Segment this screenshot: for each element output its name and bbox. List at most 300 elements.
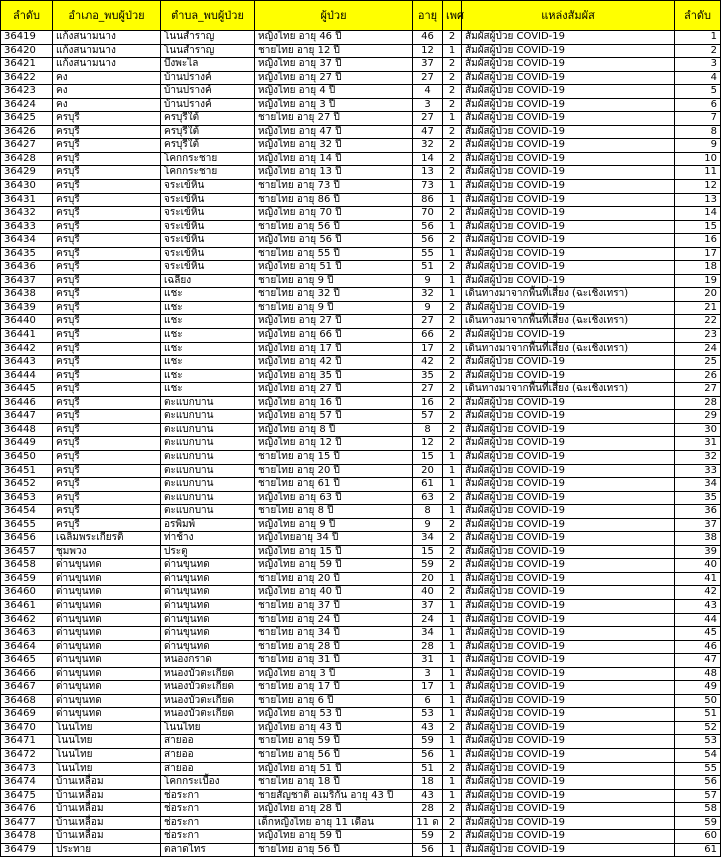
cell-district: ชุมพวง — [53, 545, 161, 559]
cell-subdistrict: หนองบัวตะเกียด — [161, 667, 255, 681]
cell-subdistrict: ตะแบกบาน — [161, 396, 255, 410]
cell-district: ครบุรี — [53, 518, 161, 532]
cell-case-id: 36464 — [1, 640, 53, 654]
table-row — [1, 139, 721, 153]
cell-subdistrict: บ้านปรางค์ — [161, 98, 255, 112]
cell-district: แก้งสนามนาง — [53, 58, 161, 72]
cell-sex: 1 — [443, 193, 462, 207]
cell-case-id: 36468 — [1, 694, 53, 708]
cell-sequence: 36 — [675, 505, 721, 519]
cell-age: 28 — [413, 803, 443, 817]
cell-sex: 1 — [443, 694, 462, 708]
cell-subdistrict: ด่านขุนทด — [161, 559, 255, 573]
cell-patient: ชายไทย อายุ 32 ปี — [255, 288, 413, 302]
cell-sex: 2 — [443, 830, 462, 844]
cell-patient: ชายไทย อายุ 59 ปี — [255, 735, 413, 749]
cell-case-id: 36462 — [1, 613, 53, 627]
cell-age: 66 — [413, 329, 443, 343]
cell-subdistrict: ตะแบกบาน — [161, 450, 255, 464]
cell-patient: ชายไทย อายุ 18 ปี — [255, 776, 413, 790]
cell-sex: 1 — [443, 640, 462, 654]
cell-exposure-source: สัมผัสผู้ป่วย COVID-19 — [462, 193, 675, 207]
cell-case-id: 36452 — [1, 478, 53, 492]
cell-sex: 2 — [443, 721, 462, 735]
cell-sequence: 48 — [675, 667, 721, 681]
cell-case-id: 36434 — [1, 234, 53, 248]
cell-sequence: 56 — [675, 776, 721, 790]
cell-exposure-source: สัมผัสผู้ป่วย COVID-19 — [462, 776, 675, 790]
cell-patient: ชายไทย อายุ 55 ปี — [255, 247, 413, 261]
cell-case-id: 36439 — [1, 301, 53, 315]
cell-patient: ชายไทย อายุ 61 ปี — [255, 478, 413, 492]
cell-age: 4 — [413, 85, 443, 99]
cell-sex: 2 — [443, 58, 462, 72]
table-row — [1, 329, 721, 343]
cell-patient: ชายไทย อายุ 56 ปี — [255, 843, 413, 857]
cell-case-id: 36443 — [1, 356, 53, 370]
cell-patient: ชายไทย อายุ 73 ปี — [255, 180, 413, 194]
cell-age: 34 — [413, 627, 443, 641]
cell-patient: หญิงไทย อายุ 12 ปี — [255, 437, 413, 451]
cell-sex: 2 — [443, 383, 462, 397]
cell-age: 13 — [413, 166, 443, 180]
cell-patient: หญิงไทย อายุ 15 ปี — [255, 545, 413, 559]
table-row — [1, 288, 721, 302]
cell-exposure-source: สัมผัสผู้ป่วย COVID-19 — [462, 830, 675, 844]
cell-case-id: 36477 — [1, 816, 53, 830]
cell-sequence: 15 — [675, 220, 721, 234]
cell-case-id: 36461 — [1, 599, 53, 613]
cell-subdistrict: โนนไทย — [161, 721, 255, 735]
table-row — [1, 735, 721, 749]
cell-age: 8 — [413, 505, 443, 519]
cell-exposure-source: สัมผัสผู้ป่วย COVID-19 — [462, 220, 675, 234]
cell-case-id: 36446 — [1, 396, 53, 410]
cell-patient: หญิงไทย อายุ 27 ปี — [255, 383, 413, 397]
table-row — [1, 545, 721, 559]
cell-district: ด่านขุนทด — [53, 708, 161, 722]
table-row — [1, 843, 721, 857]
cell-sex: 1 — [443, 735, 462, 749]
cell-age: 27 — [413, 315, 443, 329]
cell-exposure-source: สัมผัสผู้ป่วย COVID-19 — [462, 789, 675, 803]
cell-sequence: 39 — [675, 545, 721, 559]
cell-sex: 1 — [443, 464, 462, 478]
cell-subdistrict: สายออ — [161, 762, 255, 776]
cell-patient: หญิงไทย อายุ 46 ปี — [255, 31, 413, 45]
cell-case-id: 36450 — [1, 450, 53, 464]
cell-district: ครบุรี — [53, 423, 161, 437]
table-row — [1, 464, 721, 478]
table-row — [1, 342, 721, 356]
cell-patient: ชายไทย อายุ 12 ปี — [255, 44, 413, 58]
table-row — [1, 220, 721, 234]
cell-exposure-source: สัมผัสผู้ป่วย COVID-19 — [462, 396, 675, 410]
cell-patient: เด็กหญิงไทย อายุ 11 เดือน — [255, 816, 413, 830]
cell-exposure-source: สัมผัสผู้ป่วย COVID-19 — [462, 125, 675, 139]
cell-district: ครบุรี — [53, 356, 161, 370]
cell-sequence: 53 — [675, 735, 721, 749]
cell-case-id: 36432 — [1, 207, 53, 221]
cell-sex: 1 — [443, 627, 462, 641]
cell-district: ครบุรี — [53, 166, 161, 180]
cell-age: 40 — [413, 586, 443, 600]
table-row — [1, 518, 721, 532]
cell-patient: ชายไทย อายุ 15 ปี — [255, 450, 413, 464]
cell-age: 15 — [413, 450, 443, 464]
cell-exposure-source: สัมผัสผู้ป่วย COVID-19 — [462, 58, 675, 72]
cell-subdistrict: หนองบัวตะเกียด — [161, 681, 255, 695]
cell-case-id: 36478 — [1, 830, 53, 844]
cell-patient: ชายไทย อายุ 17 ปี — [255, 681, 413, 695]
cell-district: โนนไทย — [53, 762, 161, 776]
cell-case-id: 36466 — [1, 667, 53, 681]
cell-exposure-source: สัมผัสผู้ป่วย COVID-19 — [462, 247, 675, 261]
cell-patient: ชายไทย อายุ 20 ปี — [255, 464, 413, 478]
cell-age: 17 — [413, 681, 443, 695]
table-row — [1, 437, 721, 451]
cell-sex: 2 — [443, 139, 462, 153]
cell-sequence: 34 — [675, 478, 721, 492]
table-row — [1, 721, 721, 735]
cell-sequence: 57 — [675, 789, 721, 803]
cell-district: ครบุรี — [53, 369, 161, 383]
cell-sex: 1 — [443, 247, 462, 261]
cell-age: 3 — [413, 98, 443, 112]
cell-district: ด่านขุนทด — [53, 627, 161, 641]
cell-district: ด่านขุนทด — [53, 599, 161, 613]
cell-age: 15 — [413, 545, 443, 559]
cell-patient: หญิงไทย อายุ 17 ปี — [255, 342, 413, 356]
cell-case-id: 36463 — [1, 627, 53, 641]
cell-exposure-source: สัมผัสผู้ป่วย COVID-19 — [462, 762, 675, 776]
cell-sequence: 9 — [675, 139, 721, 153]
cell-district: ครบุรี — [53, 274, 161, 288]
cell-district: ครบุรี — [53, 288, 161, 302]
cell-exposure-source: สัมผัสผู้ป่วย COVID-19 — [462, 423, 675, 437]
cell-case-id: 36479 — [1, 843, 53, 857]
cell-case-id: 36435 — [1, 247, 53, 261]
table-row — [1, 803, 721, 817]
cell-case-id: 36472 — [1, 748, 53, 762]
cell-age: 42 — [413, 356, 443, 370]
cell-case-id: 36471 — [1, 735, 53, 749]
cell-exposure-source: เดินทางมาจากพื้นที่เสี่ยง (ฉะเชิงเทรา) — [462, 342, 675, 356]
cell-patient: หญิงไทย อายุ 42 ปี — [255, 356, 413, 370]
header-case-id: ลำดับ — [1, 1, 53, 31]
cell-district: ด่านขุนทด — [53, 667, 161, 681]
cell-exposure-source: สัมผัสผู้ป่วย COVID-19 — [462, 572, 675, 586]
table-row — [1, 776, 721, 790]
cell-sequence: 10 — [675, 152, 721, 166]
cell-case-id: 36438 — [1, 288, 53, 302]
cell-sequence: 42 — [675, 586, 721, 600]
cell-age: 20 — [413, 464, 443, 478]
cell-sex: 1 — [443, 478, 462, 492]
cell-patient: หญิงไทย อายุ 3 ปี — [255, 667, 413, 681]
cell-subdistrict: ช่อระกา — [161, 830, 255, 844]
cell-case-id: 36420 — [1, 44, 53, 58]
cell-age: 59 — [413, 830, 443, 844]
cell-case-id: 36423 — [1, 85, 53, 99]
cell-case-id: 36436 — [1, 261, 53, 275]
cell-district: ครบุรี — [53, 329, 161, 343]
cell-sex: 1 — [443, 599, 462, 613]
cell-sex: 1 — [443, 843, 462, 857]
cell-sequence: 49 — [675, 681, 721, 695]
cell-age: 18 — [413, 776, 443, 790]
cell-exposure-source: สัมผัสผู้ป่วย COVID-19 — [462, 356, 675, 370]
table-row — [1, 491, 721, 505]
cell-sequence: 29 — [675, 410, 721, 424]
cell-patient: ชายไทย อายุ 24 ปี — [255, 613, 413, 627]
table-row — [1, 180, 721, 194]
cell-sex: 2 — [443, 586, 462, 600]
cell-case-id: 36445 — [1, 383, 53, 397]
cell-sex: 2 — [443, 98, 462, 112]
table-row — [1, 640, 721, 654]
cell-age: 24 — [413, 613, 443, 627]
cell-case-id: 36433 — [1, 220, 53, 234]
cell-exposure-source: สัมผัสผู้ป่วย COVID-19 — [462, 599, 675, 613]
cell-case-id: 36441 — [1, 329, 53, 343]
table-row — [1, 450, 721, 464]
cell-sequence: 59 — [675, 816, 721, 830]
table-row — [1, 423, 721, 437]
cell-age: 32 — [413, 139, 443, 153]
header-age: อายุ — [413, 1, 443, 31]
cell-subdistrict: ท่าช้าง — [161, 532, 255, 546]
cell-patient: ชายไทย อายุ 20 ปี — [255, 572, 413, 586]
cell-sex: 2 — [443, 85, 462, 99]
cell-subdistrict: สายออ — [161, 748, 255, 762]
table-row — [1, 274, 721, 288]
cell-age: 37 — [413, 58, 443, 72]
cell-patient: หญิงไทย อายุ 70 ปี — [255, 207, 413, 221]
cell-sex: 2 — [443, 261, 462, 275]
cell-patient: หญิงไทย อายุ 51 ปี — [255, 762, 413, 776]
cell-subdistrict: ตะแบกบาน — [161, 464, 255, 478]
cell-exposure-source: สัมผัสผู้ป่วย COVID-19 — [462, 301, 675, 315]
cell-age: 28 — [413, 640, 443, 654]
cell-age: 47 — [413, 125, 443, 139]
cell-sex: 1 — [443, 708, 462, 722]
cell-patient: ชายไทย อายุ 9 ปี — [255, 274, 413, 288]
cell-exposure-source: สัมผัสผู้ป่วย COVID-19 — [462, 586, 675, 600]
cell-patient: ชายไทย อายุ 6 ปี — [255, 694, 413, 708]
header-row — [1, 1, 721, 31]
cell-case-id: 36467 — [1, 681, 53, 695]
cell-age: 32 — [413, 288, 443, 302]
cell-district: คง — [53, 98, 161, 112]
cell-sequence: 60 — [675, 830, 721, 844]
table-row — [1, 356, 721, 370]
cell-exposure-source: สัมผัสผู้ป่วย COVID-19 — [462, 274, 675, 288]
cell-sequence: 24 — [675, 342, 721, 356]
cell-case-id: 36424 — [1, 98, 53, 112]
cell-sequence: 41 — [675, 572, 721, 586]
cell-sex: 2 — [443, 152, 462, 166]
cell-age: 27 — [413, 383, 443, 397]
cell-age: 61 — [413, 478, 443, 492]
cell-sequence: 31 — [675, 437, 721, 451]
cell-sequence: 3 — [675, 58, 721, 72]
table-row — [1, 383, 721, 397]
table-row — [1, 166, 721, 180]
cell-sequence: 23 — [675, 329, 721, 343]
cell-sequence: 45 — [675, 627, 721, 641]
cell-district: ประทาย — [53, 843, 161, 857]
cell-case-id: 36453 — [1, 491, 53, 505]
cell-sequence: 43 — [675, 599, 721, 613]
cell-subdistrict: แชะ — [161, 301, 255, 315]
cell-sequence: 30 — [675, 423, 721, 437]
cell-sequence: 25 — [675, 356, 721, 370]
cell-case-id: 36460 — [1, 586, 53, 600]
cell-sequence: 21 — [675, 301, 721, 315]
cell-sequence: 18 — [675, 261, 721, 275]
cell-sex: 2 — [443, 207, 462, 221]
cell-sex: 2 — [443, 356, 462, 370]
cell-subdistrict: อรพิมพ์ — [161, 518, 255, 532]
cell-patient: ชายไทย อายุ 56 ปี — [255, 748, 413, 762]
cell-age: 63 — [413, 491, 443, 505]
cell-sex: 1 — [443, 505, 462, 519]
cell-sex: 2 — [443, 329, 462, 343]
cell-subdistrict: บ้านปรางค์ — [161, 85, 255, 99]
cell-patient: หญิงไทย อายุ 63 ปี — [255, 491, 413, 505]
cell-patient: หญิงไทยอายุ 34 ปี — [255, 532, 413, 546]
cell-age: 20 — [413, 572, 443, 586]
cell-age: 8 — [413, 423, 443, 437]
cell-case-id: 36429 — [1, 166, 53, 180]
cell-sequence: 20 — [675, 288, 721, 302]
cell-case-id: 36448 — [1, 423, 53, 437]
cell-patient: หญิงไทย อายุ 13 ปี — [255, 166, 413, 180]
table-row — [1, 572, 721, 586]
table-row — [1, 261, 721, 275]
cell-exposure-source: สัมผัสผู้ป่วย COVID-19 — [462, 31, 675, 45]
cell-exposure-source: เดินทางมาจากพื้นที่เสี่ยง (ฉะเชิงเทรา) — [462, 315, 675, 329]
cell-district: แก้งสนามนาง — [53, 31, 161, 45]
cell-district: ครบุรี — [53, 450, 161, 464]
cell-sex: 1 — [443, 776, 462, 790]
cell-case-id: 36454 — [1, 505, 53, 519]
cell-district: ด่านขุนทด — [53, 586, 161, 600]
cell-district: ครบุรี — [53, 247, 161, 261]
cell-age: 51 — [413, 261, 443, 275]
cell-sequence: 40 — [675, 559, 721, 573]
table-row — [1, 125, 721, 139]
cell-subdistrict: ด่านขุนทด — [161, 613, 255, 627]
cell-sex: 2 — [443, 234, 462, 248]
cell-exposure-source: สัมผัสผู้ป่วย COVID-19 — [462, 478, 675, 492]
cell-sequence: 6 — [675, 98, 721, 112]
cell-district: ครบุรี — [53, 478, 161, 492]
cell-sex: 2 — [443, 559, 462, 573]
cell-district: โนนไทย — [53, 748, 161, 762]
cell-patient: ชายไทย อายุ 31 ปี — [255, 654, 413, 668]
cell-district: ครบุรี — [53, 383, 161, 397]
cell-subdistrict: ด่านขุนทด — [161, 599, 255, 613]
cell-age: 27 — [413, 71, 443, 85]
cell-age: 46 — [413, 31, 443, 45]
cell-patient: หญิงไทย อายุ 59 ปี — [255, 559, 413, 573]
cell-case-id: 36476 — [1, 803, 53, 817]
cell-district: ครบุรี — [53, 139, 161, 153]
cell-sequence: 50 — [675, 694, 721, 708]
cell-district: บ้านเหลื่อม — [53, 830, 161, 844]
cell-district: ครบุรี — [53, 315, 161, 329]
table-row — [1, 748, 721, 762]
cell-patient: หญิงไทย อายุ 4 ปี — [255, 85, 413, 99]
table-row — [1, 193, 721, 207]
cell-sequence: 61 — [675, 843, 721, 857]
cell-subdistrict: แชะ — [161, 356, 255, 370]
cell-sequence: 19 — [675, 274, 721, 288]
cell-subdistrict: ตะแบกบาน — [161, 423, 255, 437]
table-row — [1, 152, 721, 166]
cell-sex: 2 — [443, 71, 462, 85]
cell-patient: ชายไทย อายุ 9 ปี — [255, 301, 413, 315]
cell-exposure-source: สัมผัสผู้ป่วย COVID-19 — [462, 518, 675, 532]
cell-exposure-source: สัมผัสผู้ป่วย COVID-19 — [462, 207, 675, 221]
table-row — [1, 112, 721, 126]
cell-subdistrict: ตะแบกบาน — [161, 505, 255, 519]
cell-district: บ้านเหลื่อม — [53, 816, 161, 830]
cell-sex: 1 — [443, 274, 462, 288]
cell-subdistrict: โคกกระชาย — [161, 152, 255, 166]
cell-sequence: 44 — [675, 613, 721, 627]
table-row — [1, 315, 721, 329]
cell-exposure-source: สัมผัสผู้ป่วย COVID-19 — [462, 437, 675, 451]
header-sex: เพศ — [443, 1, 462, 31]
cell-sex: 1 — [443, 288, 462, 302]
cell-subdistrict: จระเข้หิน — [161, 234, 255, 248]
cell-age: 9 — [413, 274, 443, 288]
cell-sequence: 35 — [675, 491, 721, 505]
cell-sequence: 17 — [675, 247, 721, 261]
cell-case-id: 36473 — [1, 762, 53, 776]
header-subdistrict: ตำบล_พบผู้ป่วย — [161, 1, 255, 31]
cell-patient: หญิงไทย อายุ 43 ปี — [255, 721, 413, 735]
cell-district: โนนไทย — [53, 721, 161, 735]
cell-sequence: 22 — [675, 315, 721, 329]
cell-sequence: 14 — [675, 207, 721, 221]
cell-case-id: 36437 — [1, 274, 53, 288]
cell-patient: หญิงไทย อายุ 51 ปี — [255, 261, 413, 275]
cell-sequence: 8 — [675, 125, 721, 139]
cell-subdistrict: แชะ — [161, 288, 255, 302]
cell-district: ด่านขุนทด — [53, 640, 161, 654]
cell-sex: 1 — [443, 112, 462, 126]
table-body — [1, 31, 721, 857]
table-row — [1, 478, 721, 492]
cell-case-id: 36419 — [1, 31, 53, 45]
cell-subdistrict: ครบุรีใต้ — [161, 125, 255, 139]
cell-sex: 2 — [443, 31, 462, 45]
cell-subdistrict: บ้านปรางค์ — [161, 71, 255, 85]
cell-exposure-source: สัมผัสผู้ป่วย COVID-19 — [462, 532, 675, 546]
cell-sex: 1 — [443, 748, 462, 762]
cell-patient: หญิงไทย อายุ 3 ปี — [255, 98, 413, 112]
cell-case-id: 36427 — [1, 139, 53, 153]
cell-sex: 1 — [443, 220, 462, 234]
cell-patient: หญิงไทย อายุ 57 ปี — [255, 410, 413, 424]
header-patient: ผู้ป่วย — [255, 1, 413, 31]
cell-district: ครบุรี — [53, 396, 161, 410]
cell-age: 12 — [413, 44, 443, 58]
